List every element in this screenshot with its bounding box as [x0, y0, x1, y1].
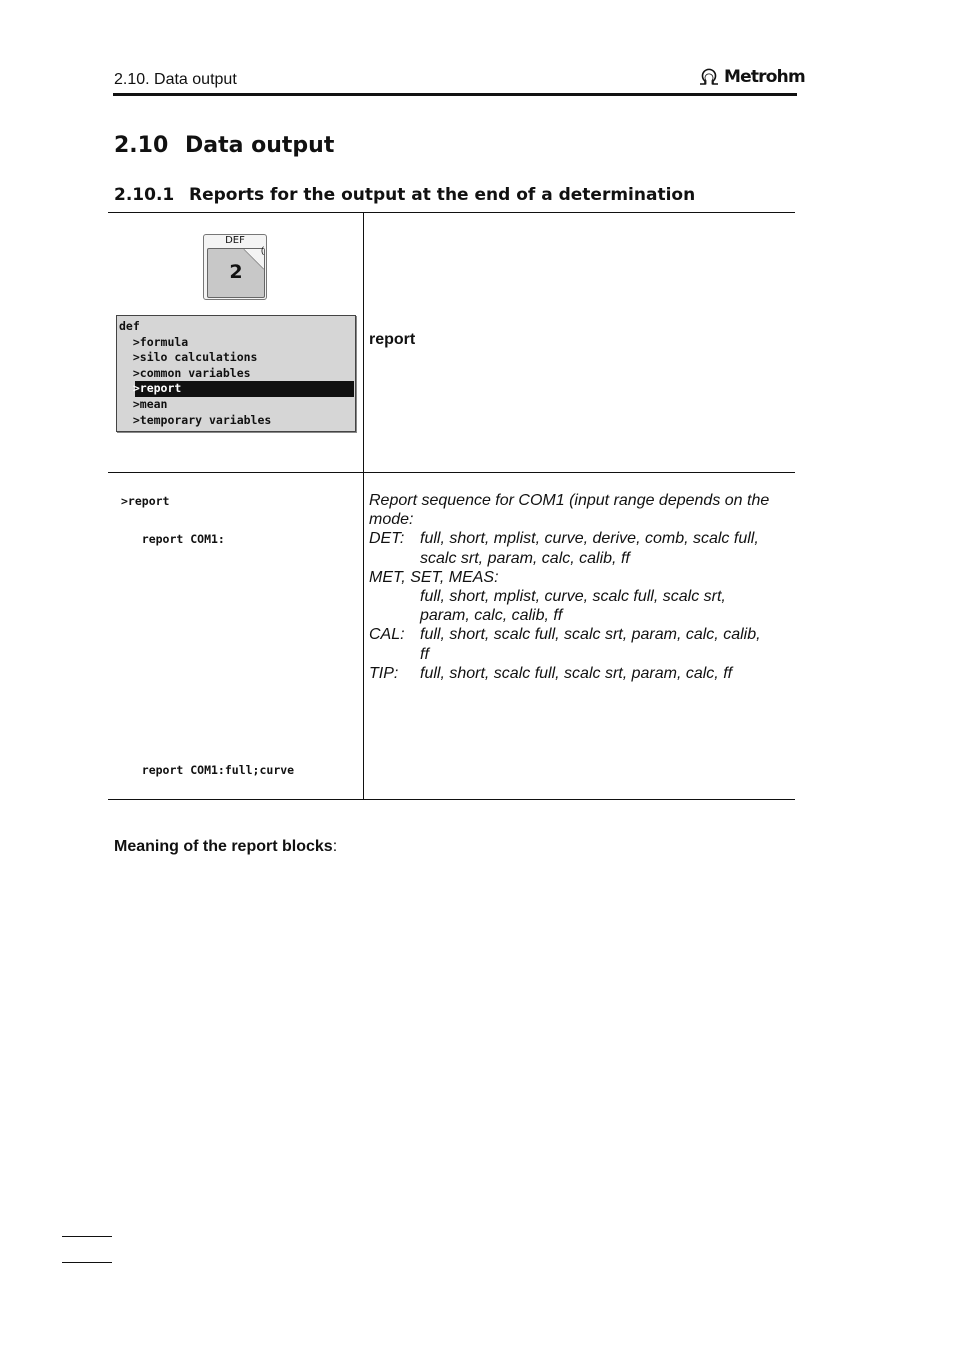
section-number: 2.10: [114, 133, 169, 158]
display-line: >silo calculations: [119, 350, 258, 365]
section-heading: [114, 133, 334, 158]
def-key[interactable]: [203, 234, 267, 300]
mode-values: full, short, scalc full, scalc srt, param, calc, calib,: [420, 626, 761, 644]
key-digit: 2: [229, 261, 243, 283]
mode-values: full, short, mplist, curve, scalc full, scalc srt,: [420, 588, 726, 606]
mode-label: DET:: [369, 530, 405, 548]
report-description: [369, 491, 789, 683]
mode-values: full, short, mplist, curve, derive, comb, scalc full,: [420, 530, 759, 548]
footer-mark-bottom: [62, 1262, 112, 1263]
display-line: >formula: [119, 334, 189, 349]
subsection-title: Reports for the output at the end of a determination: [189, 185, 696, 205]
device-display: [116, 315, 356, 432]
table-row-rule: [108, 472, 795, 473]
display-line: def: [119, 319, 140, 333]
meaning-bold: Meaning of the report blocks: [114, 838, 333, 855]
mode-values: scalc srt, param, calc, calib, ff: [420, 549, 630, 567]
mode-label: MET, SET, MEAS:: [369, 568, 499, 586]
running-header: 2.10. Data output: [114, 71, 237, 88]
display-line: >common variables: [119, 365, 251, 380]
mode-values: ff: [420, 645, 429, 663]
mode-label: TIP:: [369, 664, 399, 682]
table-bottom-rule: [108, 799, 795, 800]
display-line-selected: >report: [119, 381, 182, 396]
table-top-rule: [108, 212, 795, 213]
subsection-number: 2.10.1: [114, 185, 175, 205]
brand-name: Metrohm: [724, 67, 805, 87]
footer-mark-top: [62, 1236, 112, 1237]
parameter-name: report: [369, 331, 416, 348]
mode-values: param, calc, calib, ff: [420, 607, 563, 625]
table-column-divider: [363, 212, 364, 800]
mode-values: full, short, scalc full, scalc srt, param, calc, ff: [420, 664, 733, 682]
section-title: Data output: [185, 133, 335, 158]
mode-entry-tip: [369, 664, 789, 683]
subsection-heading: [114, 185, 695, 205]
omega-icon: [697, 68, 721, 86]
code-line: >report: [121, 494, 170, 508]
meaning-suffix: :: [332, 838, 338, 855]
key-mark: (: [261, 245, 264, 255]
mode-entry-cal: [369, 625, 789, 644]
mode-entry-det: [369, 529, 789, 548]
code-line: report COM1:: [121, 532, 225, 546]
code-line: report COM1:full;curve: [121, 763, 295, 777]
key-face: [207, 248, 265, 298]
meaning-heading: [114, 838, 337, 856]
mode-label: CAL:: [369, 626, 405, 644]
display-line: >mean: [119, 397, 168, 411]
header-rule: [113, 93, 797, 96]
key-label: DEF: [225, 235, 245, 246]
metrohm-logo: [697, 67, 805, 87]
display-line: >temporary variables: [119, 412, 272, 427]
description-intro: Report sequence for COM1 (input range depends on the mode:: [369, 492, 770, 529]
